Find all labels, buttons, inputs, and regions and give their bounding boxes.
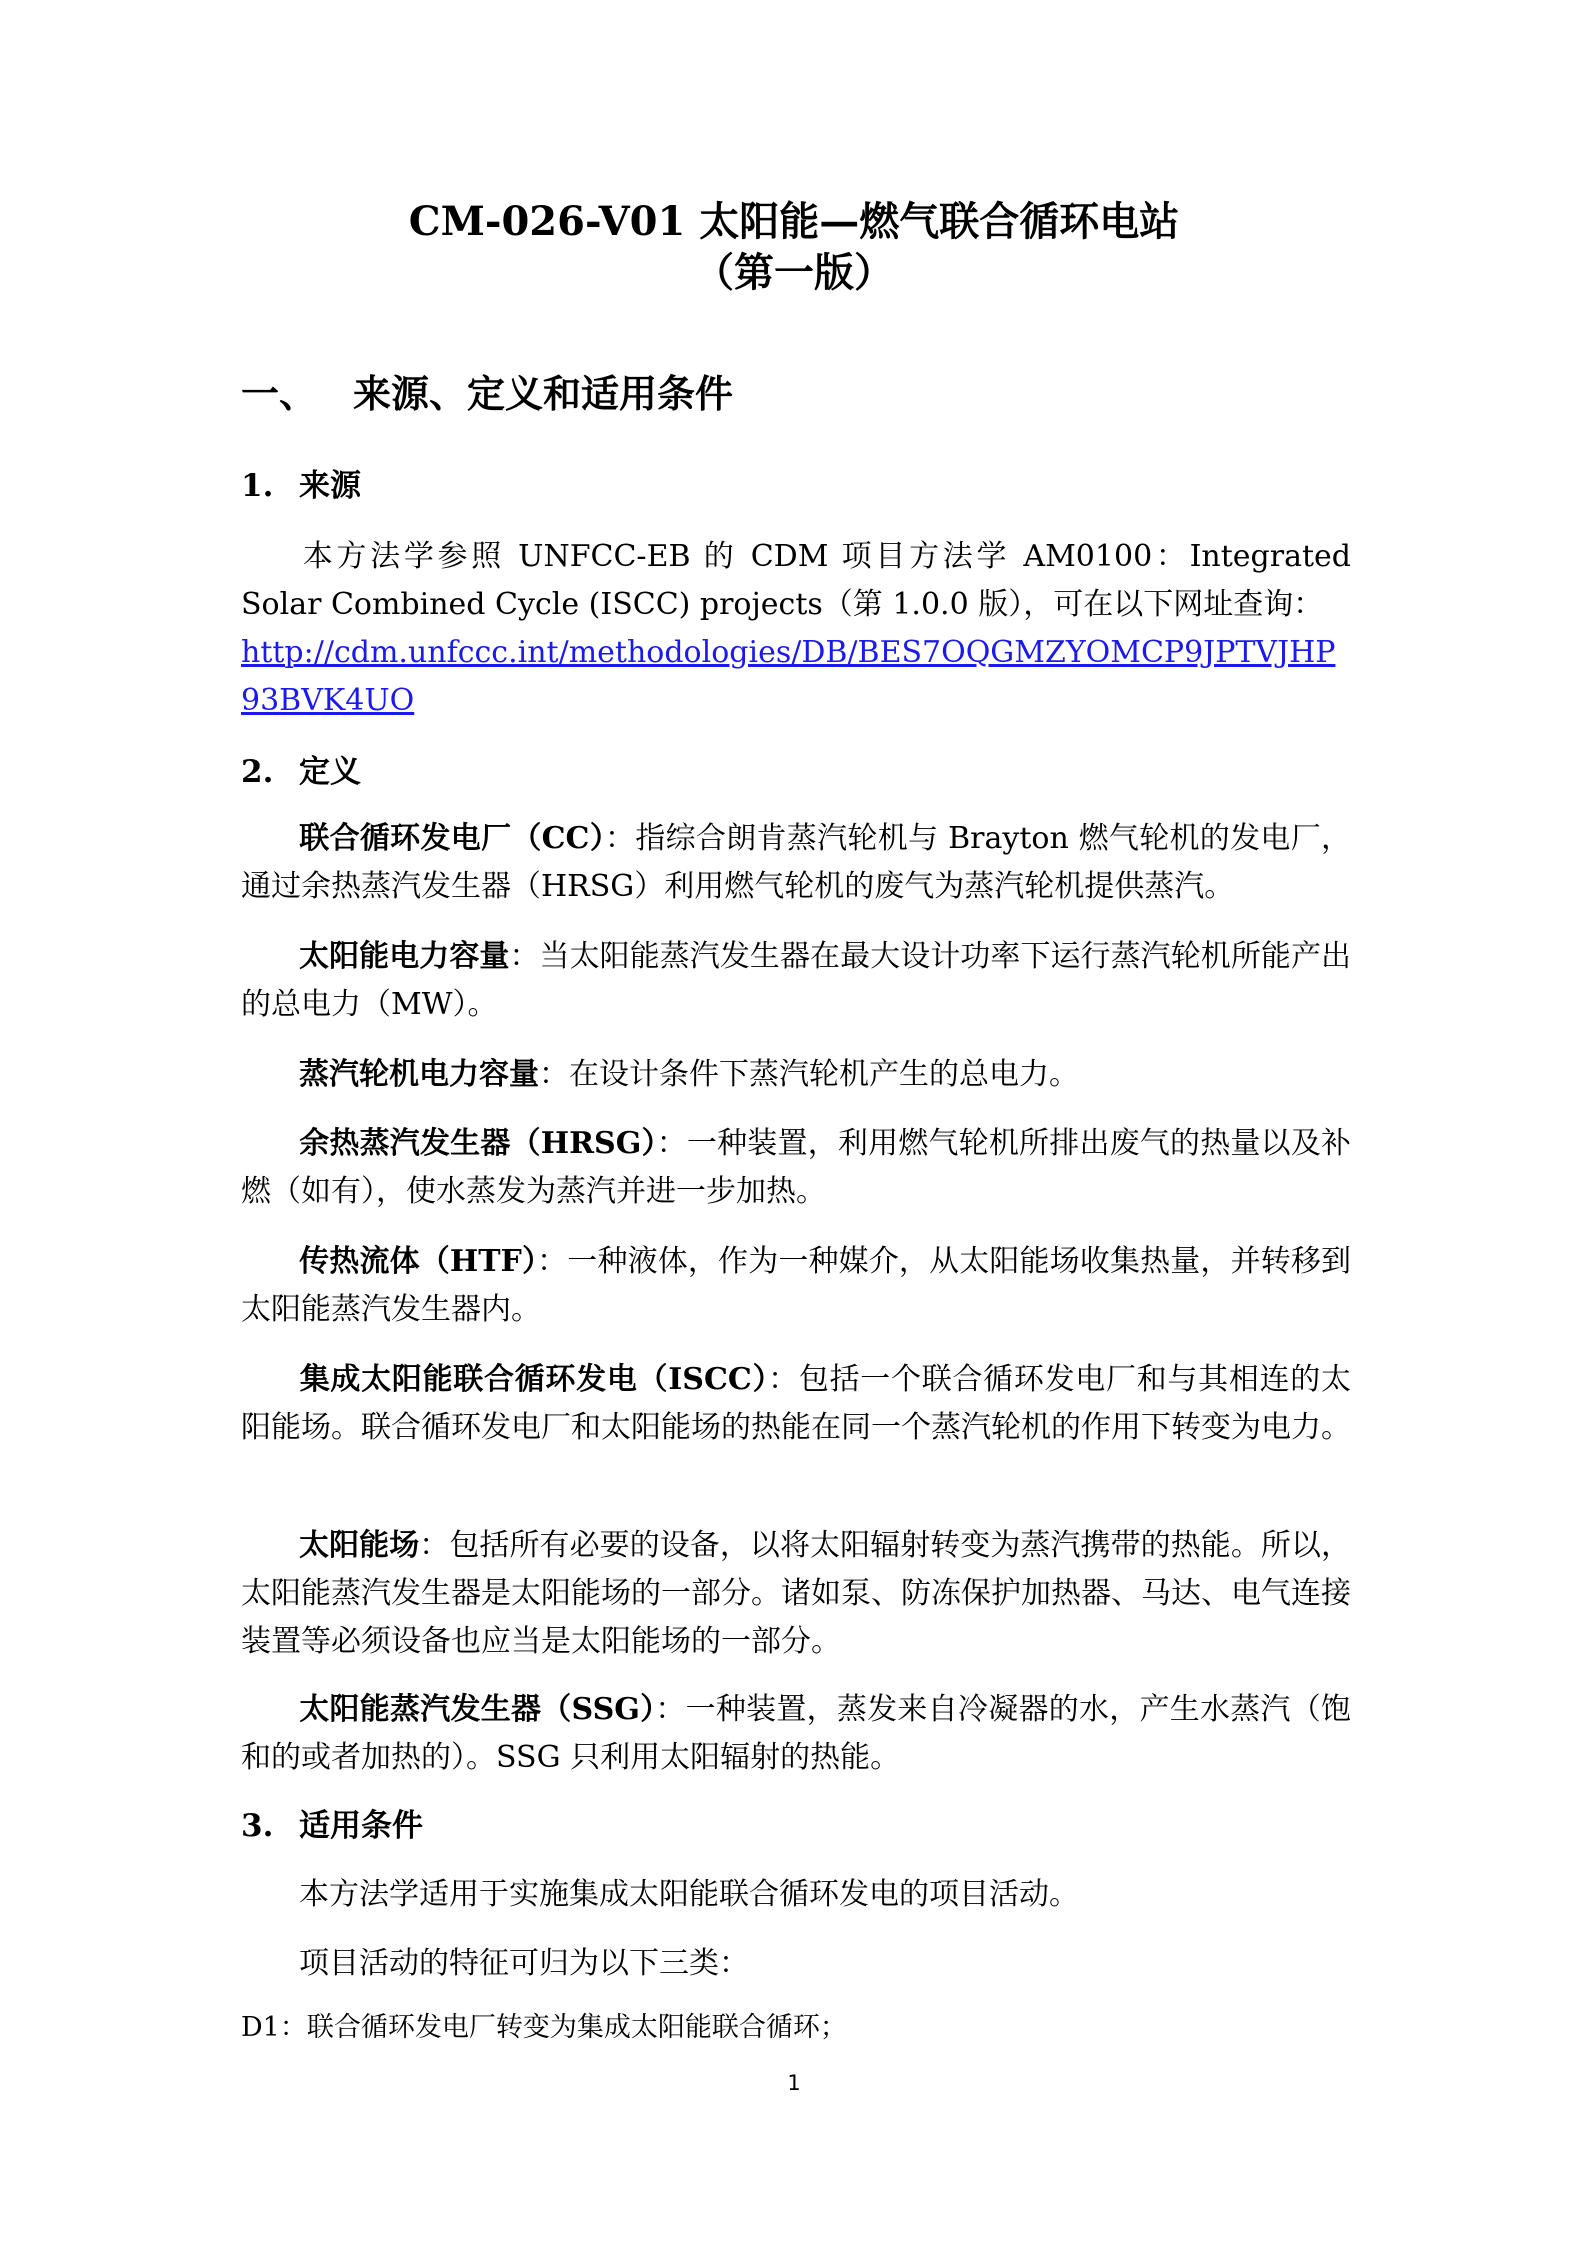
document-title: CM-026-V01 太阳能—燃气联合循环电站 <box>408 198 1180 245</box>
subsection-heading-definitions <box>241 750 361 794</box>
subsection-number: 2. <box>241 754 274 790</box>
definition-term: 太阳能电力容量 <box>299 939 510 974</box>
section-number: 一、 <box>241 371 318 416</box>
definition-term: 太阳能场 <box>299 1528 420 1563</box>
definition-item <box>241 815 1351 911</box>
source-text: 本方法学参照 UNFCC-EB 的 CDM 项目方法学 AM0100：Integrated Solar Combined Cycle (ISCC) projects（第 1.0.0 版），可在以下网址查询： <box>241 539 1351 622</box>
definition-term: 传热流体（HTF） <box>299 1244 538 1279</box>
definition-item <box>241 1051 1351 1099</box>
section-title: 来源、定义和适用条件 <box>353 371 734 416</box>
definition-term: 太阳能蒸汽发生器（SSG） <box>299 1692 656 1727</box>
applicability-paragraph <box>241 1871 1351 1919</box>
page-number: 1 <box>787 2071 801 2095</box>
subsection-number: 3. <box>241 1808 274 1844</box>
definition-item <box>241 1356 1351 1452</box>
subsection-title: 适用条件 <box>299 1808 423 1844</box>
applicability-text: 本方法学适用于实施集成太阳能联合循环发电的项目活动。 <box>299 1877 1079 1912</box>
definition-text: ：包括一个联合循环发电厂和与其相连的太阳能场。联合循环发电厂和太阳能场的热能在同一个蒸汽轮机的作用下转变为电力。 <box>241 1362 1351 1445</box>
definition-item <box>241 1522 1351 1666</box>
definition-text: ：指综合朗肯蒸汽轮机与 Brayton 燃气轮机的发电厂，通过余热蒸汽发生器（HRSG）利用燃气轮机的废气为蒸汽轮机提供蒸汽。 <box>241 821 1351 904</box>
subsection-heading-source <box>241 464 361 508</box>
source-paragraph <box>241 533 1351 725</box>
definition-term: 余热蒸汽发生器（HRSG） <box>299 1126 657 1161</box>
definition-term: 集成太阳能联合循环发电（ISCC） <box>299 1362 769 1397</box>
definition-term: 联合循环发电厂（CC） <box>299 821 606 856</box>
applicability-text: 项目活动的特征可归为以下三类： <box>299 1946 749 1981</box>
subsection-number: 1. <box>241 468 274 504</box>
definition-text: ：一种装置，蒸发来自冷凝器的水，产生水蒸汽（饱和的或者加热的）。SSG 只利用太阳辐射的热能。 <box>241 1692 1352 1775</box>
category-d1: D1：联合循环发电厂转变为集成太阳能联合循环； <box>241 2012 847 2043</box>
definition-text: ：当太阳能蒸汽发生器在最大设计功率下运行蒸汽轮机所能产出的总电力（MW）。 <box>241 939 1352 1022</box>
methodology-link[interactable]: http://cdm.unfccc.int/methodologies/DB/BES7OQGMZYOMCP9JPTVJHP93BVK4UO <box>241 635 1336 718</box>
definition-item <box>241 933 1351 1029</box>
section-heading <box>241 368 733 420</box>
definition-item <box>241 1238 1351 1334</box>
subsection-title: 来源 <box>299 468 361 504</box>
definition-item <box>241 1686 1351 1782</box>
definition-text: ：一种液体，作为一种媒介，从太阳能场收集热量，并转移到太阳能蒸汽发生器内。 <box>241 1244 1352 1327</box>
subsection-heading-applicability <box>241 1804 423 1848</box>
definition-text: ：在设计条件下蒸汽轮机产生的总电力。 <box>539 1057 1079 1092</box>
applicability-paragraph <box>241 1940 1351 1988</box>
subsection-title: 定义 <box>299 754 361 790</box>
definition-text: ：包括所有必要的设备，以将太阳辐射转变为蒸汽携带的热能。所以，太阳能蒸汽发生器是太阳能场的一部分。诸如泵、防冻保护加热器、马达、电气连接装置等必须设备也应当是太阳能场的一部分。 <box>241 1528 1352 1659</box>
document-version: （第一版） <box>694 249 894 296</box>
definition-term: 蒸汽轮机电力容量 <box>299 1057 539 1092</box>
definition-item <box>241 1120 1351 1216</box>
definition-text: ：一种装置，利用燃气轮机所排出废气的热量以及补燃（如有），使水蒸发为蒸汽并进一步加热。 <box>241 1126 1352 1209</box>
